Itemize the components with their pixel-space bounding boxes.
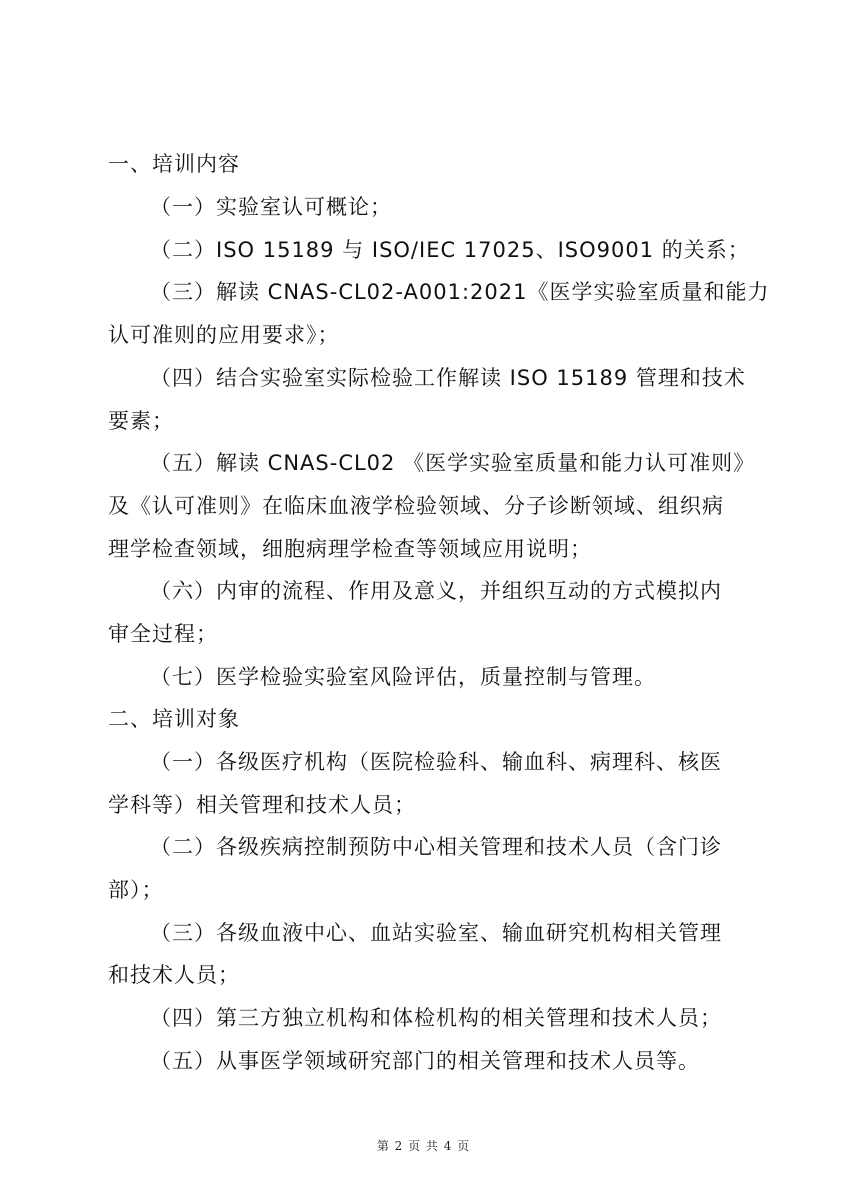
paragraph-line: 理学检查领域，细胞病理学检查等领域应用说明； [108,537,592,561]
paragraph-line: （七）医学检验实验室风险评估，质量控制与管理。 [150,665,656,689]
paragraph-line: 审全过程； [108,622,218,646]
paragraph-line: （五）解读 CNAS-CL02 《医学实验室质量和能力认可准则》 [150,451,756,475]
paragraph-line: 要素； [108,409,174,433]
paragraph-line: （三）解读 CNAS-CL02-A001:2021《医学实验室质量和能力 [150,280,770,304]
paragraph-line: （二）ISO 15189 与 ISO/IEC 17025、ISO9001 的关系； [150,238,750,262]
paragraph-line: 认可准则的应用要求》； [108,323,340,347]
paragraph-line: （五）从事医学领域研究部门的相关管理和技术人员等。 [150,1049,700,1073]
paragraph-line: 及《认可准则》在临床血液学检验领域、分子诊断领域、组织病 [108,494,724,518]
paragraph-line: （四）第三方独立机构和体检机构的相关管理和技术人员； [150,1006,722,1030]
paragraph-line: （四）结合实验室实际检验工作解读 ISO 15189 管理和技术 [150,366,746,390]
paragraph-line: （三）各级血液中心、血站实验室、输血研究机构相关管理 [150,921,722,945]
paragraph-line: 学科等）相关管理和技术人员； [108,793,416,817]
paragraph-line: 部）； [108,878,164,902]
section-heading-training-target: 二、培训对象 [108,707,240,731]
paragraph-line: （一）实验室认可概论； [150,195,392,219]
page-number-footer: 第 2 页 共 4 页 [376,1139,471,1153]
paragraph-line: （六）内审的流程、作用及意义，并组织互动的方式模拟内 [150,579,722,603]
paragraph-line: 和技术人员； [108,963,240,987]
section-heading-training-content: 一、培训内容 [108,152,240,176]
paragraph-line: （一）各级医疗机构（医院检验科、输血科、病理科、核医 [150,750,722,774]
paragraph-line: （二）各级疾病控制预防中心相关管理和技术人员（含门诊 [150,835,722,859]
